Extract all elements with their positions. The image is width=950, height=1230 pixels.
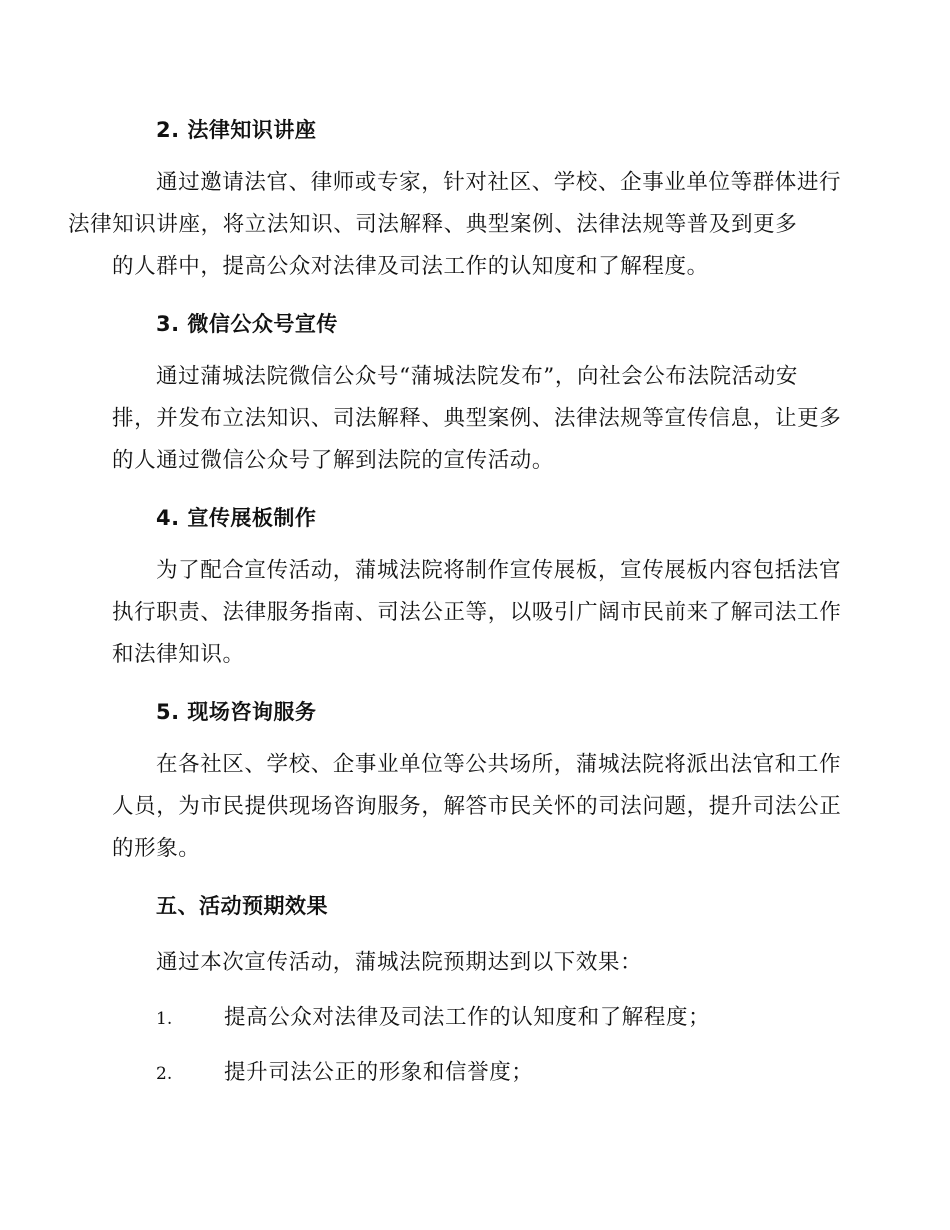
section-heading-expected-effects: 五、活动预期效果 — [156, 894, 328, 918]
section-heading-display-board: 4. 宣传展板制作 — [156, 506, 317, 530]
paragraph-line: 执行职责、法律服务指南、司法公正等，以吸引广阔市民前来了解司法工作 — [112, 600, 842, 625]
list-item — [156, 1055, 533, 1086]
paragraph-wechat — [112, 356, 842, 482]
section-heading-consultation: 5. 现场咨询服务 — [156, 700, 317, 724]
list-text: 提高公众对法律及司法工作的认知度和了解程度； — [224, 1005, 711, 1030]
paragraph-line: 为了配合宣传活动，蒲城法院将制作宣传展板，宣传展板内容包括法官 — [156, 558, 842, 583]
paragraph-line: 通过蒲城法院微信公众号“蒲城法院发布”，向社会公布法院活动安 — [156, 364, 798, 389]
paragraph-line: 和法律知识。 — [112, 642, 245, 667]
list-text: 提升司法公正的形象和信誉度； — [224, 1060, 534, 1085]
list-number: 1. — [156, 1009, 173, 1029]
paragraph-line: 在各社区、学校、企事业单位等公共场所，蒲城法院将派出法官和工作 — [156, 752, 842, 777]
expected-effects-intro: 通过本次宣传活动，蒲城法院预期达到以下效果： — [156, 950, 643, 975]
section-heading-wechat: 3. 微信公众号宣传 — [156, 312, 338, 336]
paragraph-line: 的人通过微信公众号了解到法院的宣传活动。 — [112, 448, 555, 473]
section-heading-lecture: 2. 法律知识讲座 — [156, 118, 317, 142]
paragraph-line: 人员，为市民提供现场咨询服务，解答市民关怀的司法问题，提升司法公正 — [112, 794, 842, 819]
paragraph-line: 的形象。 — [112, 836, 201, 861]
paragraph-line: 法律知识讲座，将立法知识、司法解释、典型案例、法律法规等普及到更多 — [68, 212, 798, 237]
paragraph-display-board — [112, 550, 842, 676]
paragraph-line: 的人群中，提高公众对法律及司法工作的认知度和了解程度。 — [112, 254, 709, 279]
paragraph-line: 排，并发布立法知识、司法解释、典型案例、法律法规等宣传信息，让更多 — [112, 406, 842, 431]
list-item — [156, 1000, 710, 1031]
paragraph-line: 通过邀请法官、律师或专家，针对社区、学校、企事业单位等群体进行 — [156, 170, 842, 195]
paragraph-lecture — [68, 162, 842, 288]
paragraph-consultation — [112, 744, 842, 870]
list-number: 2. — [156, 1064, 173, 1084]
